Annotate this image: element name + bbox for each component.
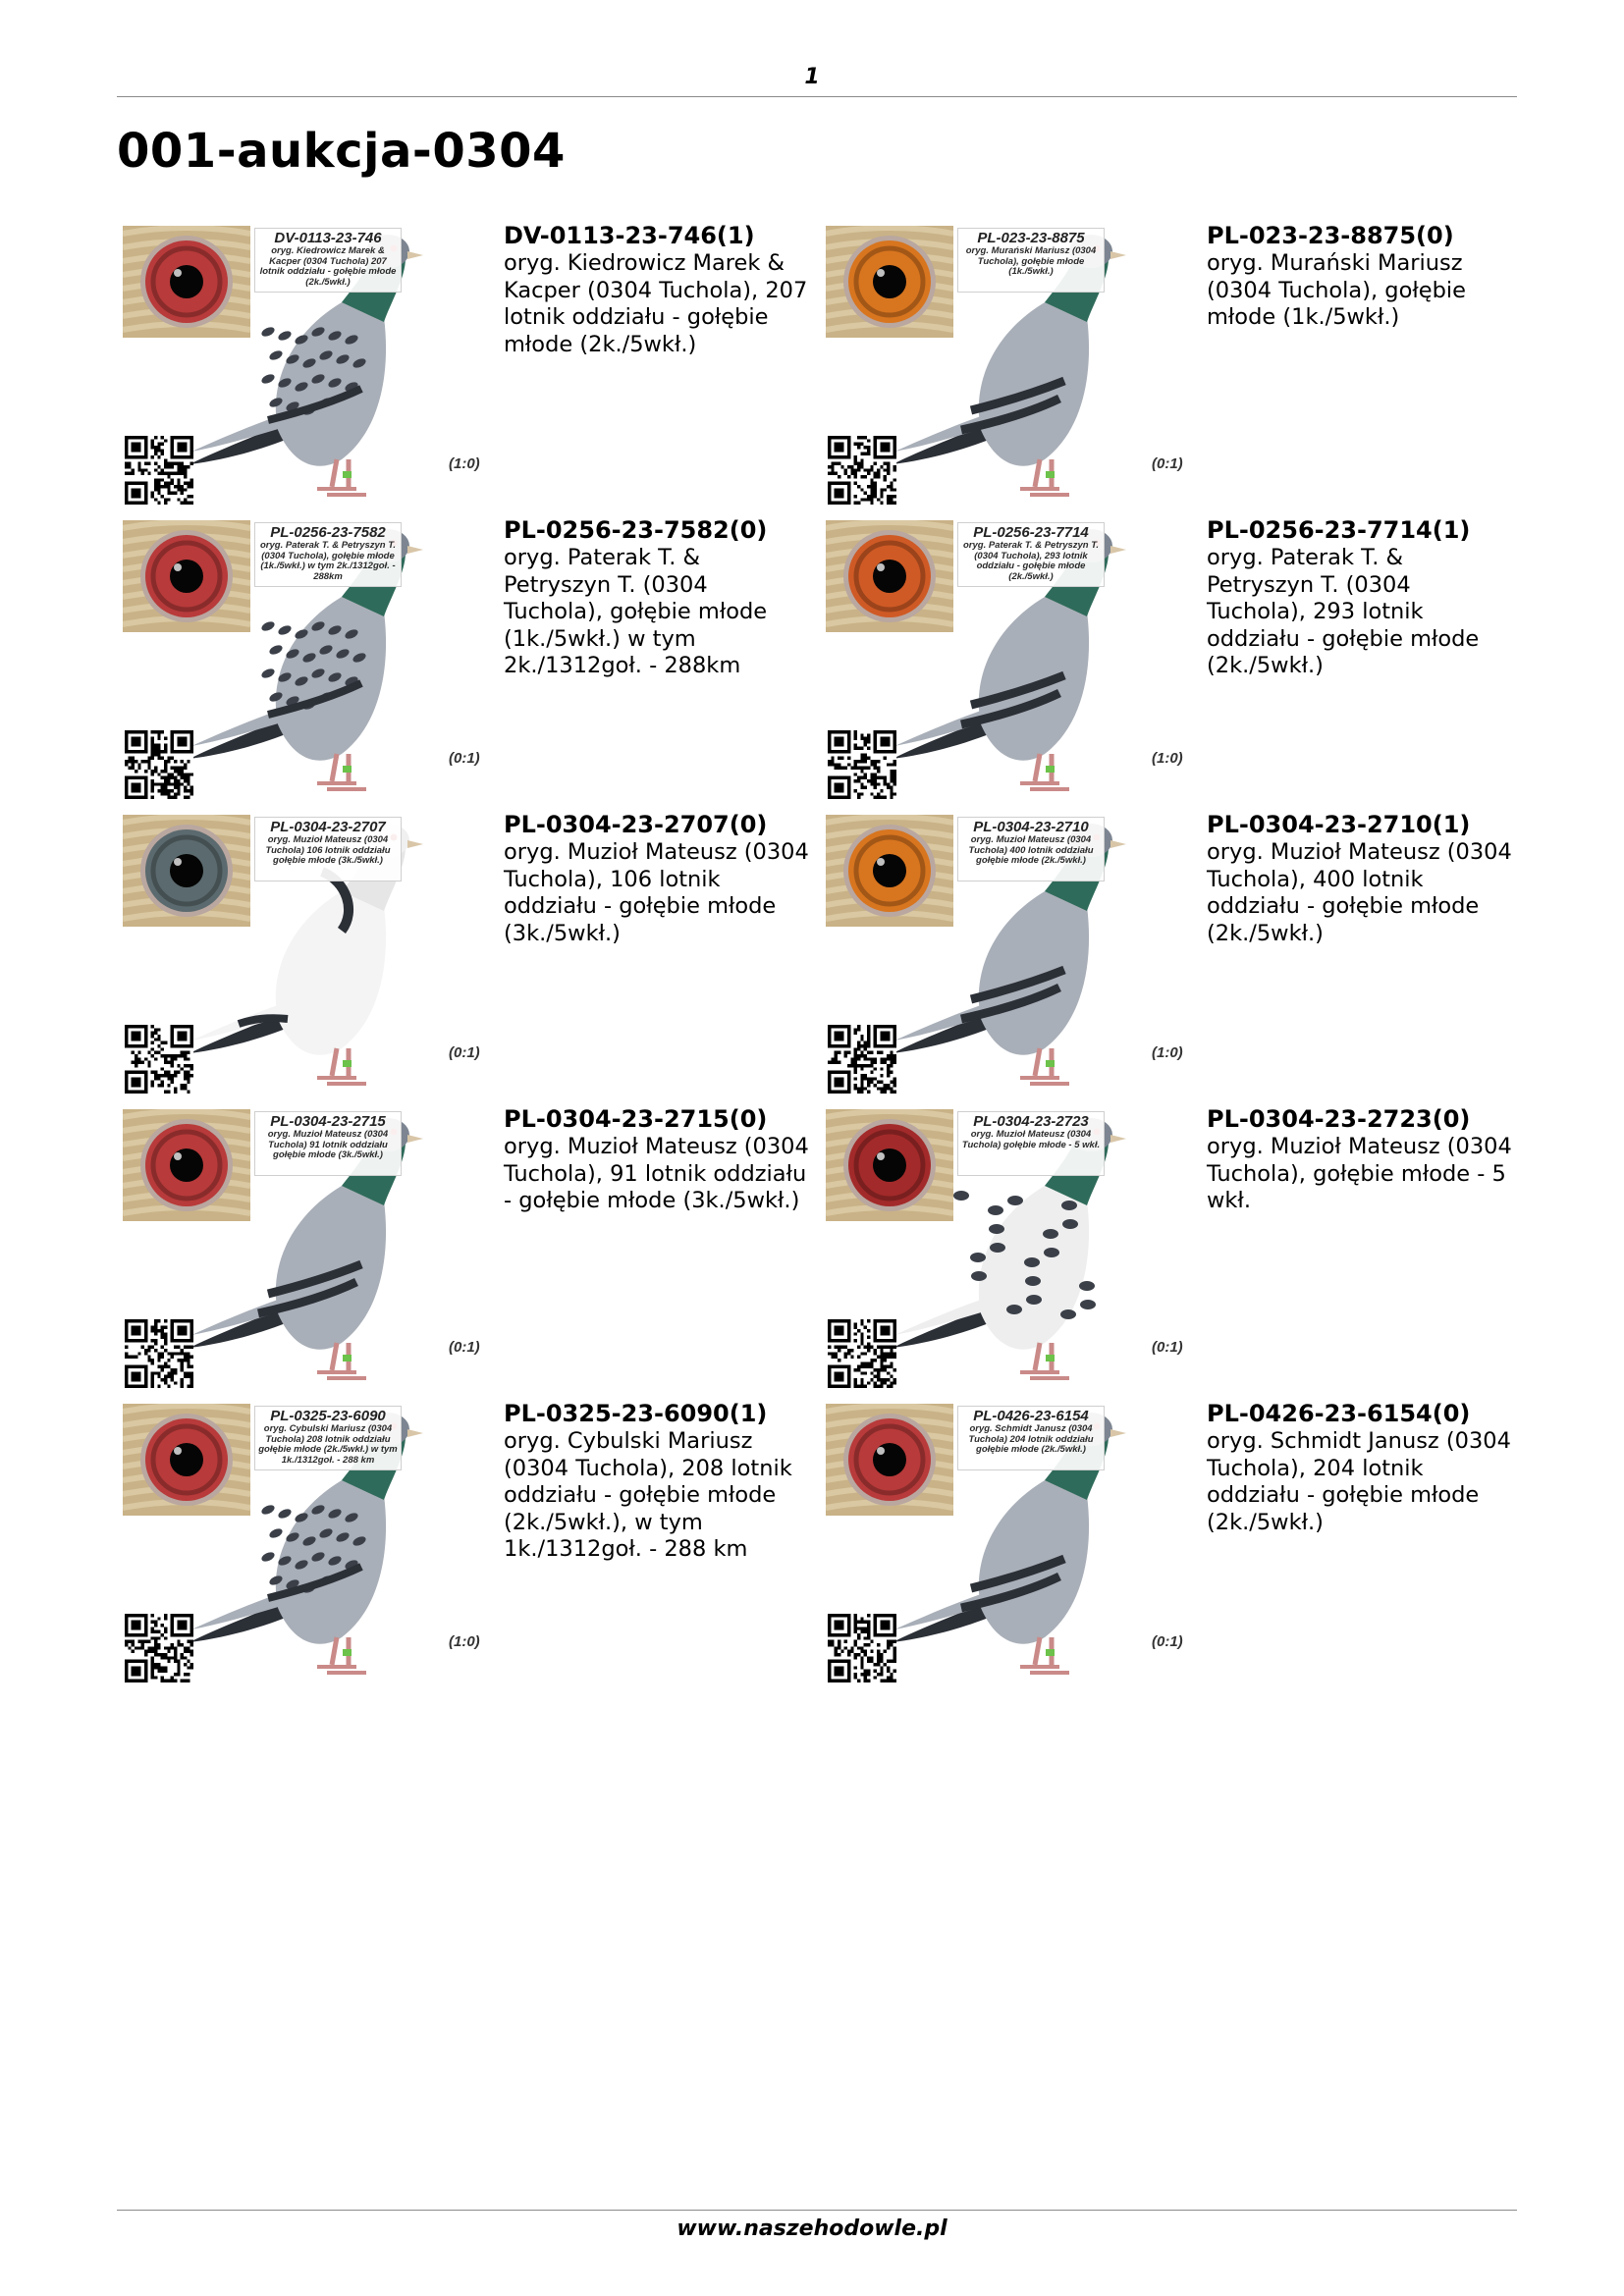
pigeon-description: oryg. Cybulski Mariusz (0304 Tuchola), 208 lotnik oddziału - gołębie młode (2k./5wkł.), w tym 1k./1312goł. - 288 km bbox=[504, 1428, 792, 1562]
pigeon-photo[interactable] bbox=[121, 813, 504, 1095]
pigeon-entry[interactable] bbox=[820, 1400, 1511, 1686]
pigeon-info bbox=[504, 1400, 810, 1564]
pigeon-description: oryg. Muzioł Mateusz (0304 Tuchola), gołębie młode - 5 wkł. bbox=[1207, 1134, 1512, 1213]
photo-caption-text: oryg. Paterak T. & Petryszyn T. (0304 Tuchola), gołębie młode (1k./5wkł.) w tym 2k./1312goł. - 288km bbox=[260, 540, 396, 582]
photo-caption-label bbox=[254, 522, 402, 587]
pigeon-description: oryg. Muzioł Mateusz (0304 Tuchola), 400 lotnik oddziału - gołębie młode (2k./5wkł.) bbox=[1207, 839, 1512, 946]
ring-number: PL-0325-23-6090(1) bbox=[504, 1400, 768, 1427]
photo-caption-text: oryg. Muzioł Mateusz (0304 Tuchola) 400 lotnik oddziału gołębie młode (2k./5wkł.) bbox=[968, 834, 1094, 866]
pigeon-description: oryg. Murański Mariusz (0304 Tuchola), gołębie młode (1k./5wkł.) bbox=[1207, 250, 1466, 330]
footer-rule bbox=[117, 2210, 1517, 2211]
photo-caption-text: oryg. Muzioł Mateusz (0304 Tuchola) 106 lotnik oddziału gołębie młode (3k./5wkł.) bbox=[265, 834, 391, 866]
ring-number: PL-0256-23-7714(1) bbox=[1207, 516, 1471, 544]
qr-code[interactable] bbox=[828, 1319, 896, 1388]
page-number: 1 bbox=[804, 65, 820, 89]
photo-caption-label bbox=[254, 228, 402, 293]
qr-code[interactable] bbox=[828, 436, 896, 505]
photo-caption-ring: PL-0304-23-2723 bbox=[973, 1113, 1089, 1130]
sex-mark: (0:1) bbox=[1152, 455, 1183, 472]
photo-caption-ring: PL-023-23-8875 bbox=[977, 230, 1085, 246]
photo-caption-text: oryg. Muzioł Mateusz (0304 Tuchola) 91 lotnik oddziału gołębie młode (3k./5wkł.) bbox=[267, 1129, 389, 1160]
qr-code[interactable] bbox=[828, 1614, 896, 1682]
pigeon-photo[interactable] bbox=[824, 518, 1207, 801]
photo-caption-text: oryg. Murański Mariusz (0304 Tuchola), gołębie młode (1k./5wkł.) bbox=[965, 245, 1097, 277]
photo-caption-ring: PL-0325-23-6090 bbox=[270, 1408, 386, 1424]
pigeon-entry[interactable] bbox=[117, 516, 804, 803]
photo-caption-ring: PL-0304-23-2707 bbox=[270, 819, 386, 835]
pigeon-entry[interactable] bbox=[820, 1105, 1512, 1392]
photo-caption-ring: PL-0304-23-2710 bbox=[973, 819, 1089, 835]
eye-closeup-image bbox=[123, 520, 250, 632]
photo-caption-text: oryg. Paterak T. & Petryszyn T. (0304 Tuchola), 293 lotnik oddziału - gołębie młode (2k./5wkł.) bbox=[963, 540, 1099, 582]
eye-closeup-image bbox=[123, 1404, 250, 1516]
pigeon-info bbox=[504, 222, 810, 358]
ring-number: PL-023-23-8875(0) bbox=[1207, 222, 1454, 249]
eye-closeup-image bbox=[123, 815, 250, 927]
qr-code[interactable] bbox=[125, 1025, 193, 1094]
ring-number: DV-0113-23-746(1) bbox=[504, 222, 755, 249]
pigeon-info bbox=[504, 811, 810, 947]
eye-closeup-image bbox=[826, 520, 953, 632]
pigeon-info bbox=[1207, 1105, 1513, 1215]
photo-caption-text: oryg. Muzioł Mateusz (0304 Tuchola) gołębie młode - 5 wkł. bbox=[961, 1129, 1101, 1150]
sex-mark: (1:0) bbox=[1152, 750, 1183, 767]
footer-website-link[interactable]: www.naszehodowle.pl bbox=[677, 2216, 947, 2241]
photo-caption-label bbox=[254, 817, 402, 881]
pigeon-photo[interactable] bbox=[121, 518, 504, 801]
eye-closeup-image bbox=[123, 226, 250, 338]
photo-caption-text: oryg. Kiedrowicz Marek & Kacper (0304 Tuchola) 207 lotnik oddziału - gołębie młode (2k./5wkł.) bbox=[259, 245, 397, 288]
photo-caption-text: oryg. Schmidt Janusz (0304 Tuchola) 204 lotnik oddziału gołębie młode (2k./5wkł.) bbox=[968, 1423, 1094, 1455]
photo-caption-text: oryg. Cybulski Mariusz (0304 Tuchola) 208 lotnik oddziału gołębie młode (2k./5wkł.) w tym 1k./1312goł. - 288 km bbox=[258, 1423, 398, 1466]
qr-code[interactable] bbox=[125, 1614, 193, 1682]
photo-caption-label bbox=[957, 1111, 1105, 1176]
pigeon-entry[interactable] bbox=[820, 516, 1507, 803]
ring-number: PL-0304-23-2723(0) bbox=[1207, 1105, 1471, 1133]
ring-number: PL-0304-23-2707(0) bbox=[504, 811, 768, 838]
pigeon-description: oryg. Muzioł Mateusz (0304 Tuchola), 91 lotnik oddziału - gołębie młode (3k./5wkł.) bbox=[504, 1134, 809, 1213]
pigeon-info bbox=[1207, 516, 1513, 680]
pigeon-info bbox=[1207, 1400, 1513, 1536]
qr-code[interactable] bbox=[828, 1025, 896, 1094]
ring-number: PL-0426-23-6154(0) bbox=[1207, 1400, 1471, 1427]
pigeon-photo[interactable] bbox=[824, 1402, 1207, 1684]
eye-closeup-image bbox=[826, 226, 953, 338]
photo-caption-ring: DV-0113-23-746 bbox=[274, 230, 382, 246]
page-title: 001-aukcja-0304 bbox=[117, 124, 566, 179]
photo-caption-label bbox=[957, 817, 1105, 881]
eye-closeup-image bbox=[826, 1109, 953, 1221]
pigeon-info bbox=[1207, 222, 1513, 332]
pigeon-description: oryg. Kiedrowicz Marek & Kacper (0304 Tuchola), 207 lotnik oddziału - gołębie młode (2k./5wkł.) bbox=[504, 250, 808, 357]
pigeon-photo[interactable] bbox=[824, 224, 1207, 507]
eye-closeup-image bbox=[826, 1404, 953, 1516]
ring-number: PL-0304-23-2715(0) bbox=[504, 1105, 768, 1133]
pigeon-photo[interactable] bbox=[824, 1107, 1207, 1390]
photo-caption-label bbox=[957, 1406, 1105, 1470]
ring-number: PL-0256-23-7582(0) bbox=[504, 516, 768, 544]
pigeon-entry[interactable] bbox=[820, 222, 1507, 508]
photo-caption-label bbox=[957, 228, 1105, 293]
sex-mark: (0:1) bbox=[449, 750, 480, 767]
pigeon-description: oryg. Paterak T. & Petryszyn T. (0304 Tuchola), 293 lotnik oddziału - gołębie młode (2k./5wkł.) bbox=[1207, 545, 1480, 678]
pigeon-info bbox=[504, 1105, 810, 1215]
photo-caption-label bbox=[254, 1111, 402, 1176]
qr-code[interactable] bbox=[125, 1319, 193, 1388]
sex-mark: (1:0) bbox=[449, 455, 480, 472]
photo-caption-label bbox=[254, 1406, 402, 1470]
pigeon-info bbox=[1207, 811, 1513, 947]
pigeon-description: oryg. Muzioł Mateusz (0304 Tuchola), 106 lotnik oddziału - gołębie młode (3k./5wkł.) bbox=[504, 839, 809, 946]
sex-mark: (1:0) bbox=[449, 1633, 480, 1650]
pigeon-info bbox=[504, 516, 810, 680]
qr-code[interactable] bbox=[125, 730, 193, 799]
eye-closeup-image bbox=[123, 1109, 250, 1221]
qr-code[interactable] bbox=[125, 436, 193, 505]
pigeon-description: oryg. Paterak T. & Petryszyn T. (0304 Tuchola), gołębie młode (1k./5wkł.) w tym 2k./1312goł. - 288km bbox=[504, 545, 768, 678]
sex-mark: (0:1) bbox=[1152, 1633, 1183, 1650]
pigeon-entry[interactable] bbox=[117, 1400, 804, 1686]
photo-caption-ring: PL-0426-23-6154 bbox=[973, 1408, 1089, 1424]
sex-mark: (0:1) bbox=[449, 1044, 480, 1061]
pigeon-photo[interactable] bbox=[121, 1402, 504, 1684]
eye-closeup-image bbox=[826, 815, 953, 927]
photo-caption-ring: PL-0304-23-2715 bbox=[270, 1113, 386, 1130]
ring-number: PL-0304-23-2710(1) bbox=[1207, 811, 1471, 838]
sex-mark: (0:1) bbox=[1152, 1339, 1183, 1356]
photo-caption-label bbox=[957, 522, 1105, 587]
pigeon-entry[interactable] bbox=[820, 811, 1512, 1097]
pigeon-photo[interactable] bbox=[121, 1107, 504, 1390]
header-rule bbox=[117, 96, 1517, 97]
pigeon-photo[interactable] bbox=[824, 813, 1207, 1095]
sex-mark: (0:1) bbox=[449, 1339, 480, 1356]
pigeon-entry[interactable] bbox=[117, 1105, 809, 1392]
pigeon-description: oryg. Schmidt Janusz (0304 Tuchola), 204 lotnik oddziału - gołębie młode (2k./5wkł.) bbox=[1207, 1428, 1511, 1535]
pigeon-entry[interactable] bbox=[117, 222, 808, 508]
photo-caption-ring: PL-0256-23-7714 bbox=[973, 524, 1089, 541]
qr-code[interactable] bbox=[828, 730, 896, 799]
photo-caption-ring: PL-0256-23-7582 bbox=[270, 524, 386, 541]
sex-mark: (1:0) bbox=[1152, 1044, 1183, 1061]
pigeon-photo[interactable] bbox=[121, 224, 504, 507]
pigeon-entry[interactable] bbox=[117, 811, 809, 1097]
